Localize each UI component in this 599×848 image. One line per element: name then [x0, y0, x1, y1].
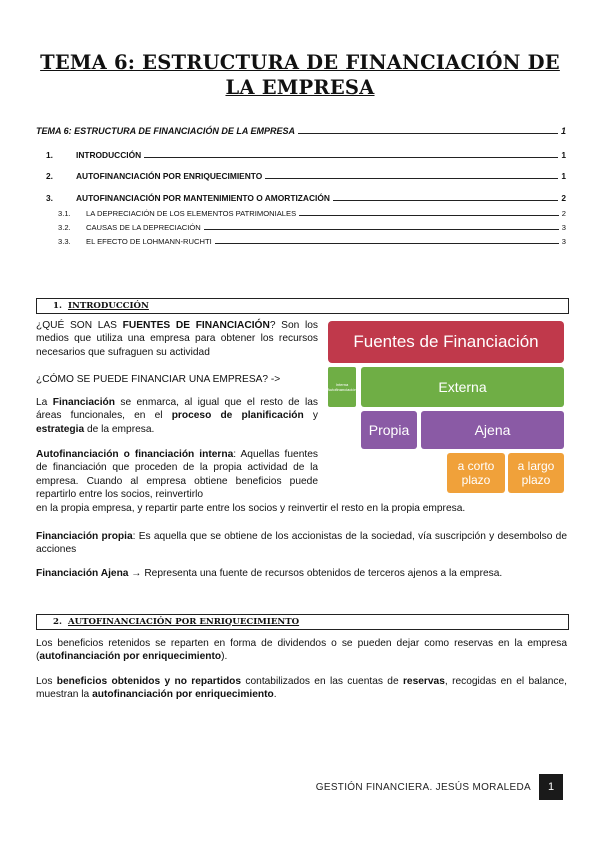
bold-text: beneficios obtenidos y no repartidos [56, 676, 242, 687]
bold-text: autofinanciación por enriquecimiento [92, 689, 274, 701]
section-heading-autofinanciacion [36, 614, 569, 630]
toc-page: 1 [561, 171, 566, 181]
diagram-externa-box: Externa [361, 367, 564, 407]
diagram-corto-plazo-box: a corto plazo [447, 453, 505, 493]
toc-item-label: INTRODUCCIÓN [76, 150, 142, 160]
bold-text: Autofinanciación o financiación interna [36, 449, 234, 460]
paragraph-beneficios-retenidos [36, 637, 567, 664]
toc-item[interactable] [36, 150, 566, 160]
section-heading-introduccion [36, 298, 569, 314]
text: y [303, 410, 319, 422]
section-number: 2. [53, 617, 62, 627]
section-title: AUTOFINANCIACIÓN POR ENRIQUECIMIENTO [67, 617, 300, 627]
toc-item-label: AUTOFINANCIACIÓN POR ENRIQUECIMIENTO [76, 171, 263, 181]
toc-subitem-num: 3.3. [58, 237, 71, 246]
bold-text: Financiación propia [36, 531, 133, 542]
text: ). [221, 651, 228, 663]
diagram-propia-box: Propia [361, 411, 417, 449]
toc-subitem-label: LA DEPRECIACIÓN DE LOS ELEMENTOS PATRIMONIALES [86, 209, 297, 218]
bold-text: FUENTES DE FINANCIACIÓN [122, 320, 270, 331]
text: , recogidas en el balance, muestran la [36, 676, 567, 701]
toc-page: 2 [561, 209, 566, 218]
paragraph-autofinanciacion-cont: en la propia empresa, y repartir parte entre los socios y reinvertir el resto en la propia empresa. [36, 503, 466, 514]
document-title: TEMA 6: ESTRUCTURA DE FINANCIACIÓN DE LA EMPRESA [40, 51, 560, 99]
toc-leader [144, 156, 558, 158]
text: ¿QUÉ SON LAS [36, 320, 123, 331]
toc-subitem-num: 3.1. [58, 209, 71, 218]
toc-leader [298, 132, 558, 134]
bold-text: proceso de planificación [171, 410, 304, 422]
toc-leader [265, 177, 558, 179]
toc-subitem-label: CAUSAS DE LA DEPRECIACIÓN [86, 223, 201, 232]
toc-page: 2 [561, 193, 566, 203]
text: se enmarca, al igual que el resto de las áreas funcionales, en el [36, 397, 318, 422]
text: Los beneficios retenidos se reparten en forma de dividendos o se pueden dejar como reservas en la empresa ( [36, 638, 567, 663]
toc-leader [215, 242, 559, 244]
toc-subitem[interactable] [36, 209, 566, 218]
diagram-ajena-box: Ajena [421, 411, 564, 449]
text: : Es aquella que se obtiene de los accionistas de la sociedad, vía suscripción y desembolso de acciones [36, 531, 567, 556]
section-number: 1. [53, 301, 62, 311]
toc-item[interactable] [36, 171, 566, 181]
diagram-top-box: Fuentes de Financiación [328, 321, 564, 363]
paragraph-como-financiar: ¿CÓMO SE PUEDE FINANCIAR UNA EMPRESA? -> [36, 374, 281, 385]
text: de la empresa. [84, 423, 155, 435]
toc-leader [204, 228, 559, 230]
toc-page: 1 [561, 150, 566, 160]
toc-heading[interactable] [36, 126, 566, 136]
text: contabilizados en las cuentas de [241, 676, 403, 687]
bold-text: estrategia [36, 423, 85, 435]
toc-subitem[interactable] [36, 237, 566, 246]
toc-subitem-label: EL EFECTO DE LOHMANN-RUCHTI [86, 237, 212, 246]
text: ? Son los medios que utiliza una empresa para obtener los recursos necesarios que sufraguen su actividad [36, 320, 319, 358]
toc-leader [299, 214, 559, 216]
toc-leader [333, 199, 558, 201]
toc-item-label: AUTOFINANCIACIÓN POR MANTENIMIENTO O AMORTIZACIÓN [76, 193, 330, 203]
paragraph-financiacion [36, 396, 318, 436]
paragraph-financiacion-ajena [36, 567, 567, 580]
toc-page: 1 [560, 126, 566, 136]
text: → Representa una fuente de recursos obtenidos de terceros ajenos a la empresa. [128, 568, 503, 579]
diagram-largo-plazo-box: a largo plazo [508, 453, 564, 493]
paragraph-fuentes [36, 319, 318, 359]
toc-subitem[interactable] [36, 223, 566, 232]
footer-text: GESTIÓN FINANCIERA. JESÚS MORALEDA [315, 782, 531, 793]
toc-item-num: 1. [46, 150, 53, 160]
toc-item[interactable] [36, 193, 566, 203]
toc-heading-label: TEMA 6: ESTRUCTURA DE FINANCIACIÓN DE LA EMPRESA [36, 126, 296, 136]
toc-item-num: 3. [46, 193, 53, 203]
page-number: 1 [539, 774, 563, 800]
toc-subitem-num: 3.2. [58, 223, 71, 232]
text: Los [36, 676, 57, 687]
toc-item-num: 2. [46, 171, 53, 181]
paragraph-autofinanciacion [36, 448, 318, 501]
bold-text: Financiación [52, 397, 115, 408]
text: La [36, 397, 53, 408]
paragraph-beneficios-no-repartidos [36, 675, 567, 702]
section-title: INTRODUCCIÓN [67, 301, 149, 311]
toc-page: 3 [561, 237, 566, 246]
text: : Aquellas fuentes de financiación que proceden de la propia actividad de la empresa. Cuando al empresa obtiene beneficios puede repartirlo entre los socios, reinvertirlo [36, 449, 318, 500]
bold-text: Financiación Ajena [36, 568, 129, 579]
bold-text: autofinanciación por enriquecimiento [39, 651, 222, 663]
toc-page: 3 [561, 223, 566, 232]
text: . [273, 689, 277, 701]
diagram-interna-box: Interna Autofinanciación [328, 367, 356, 407]
bold-text: reservas [402, 676, 445, 687]
paragraph-financiacion-propia [36, 530, 567, 557]
